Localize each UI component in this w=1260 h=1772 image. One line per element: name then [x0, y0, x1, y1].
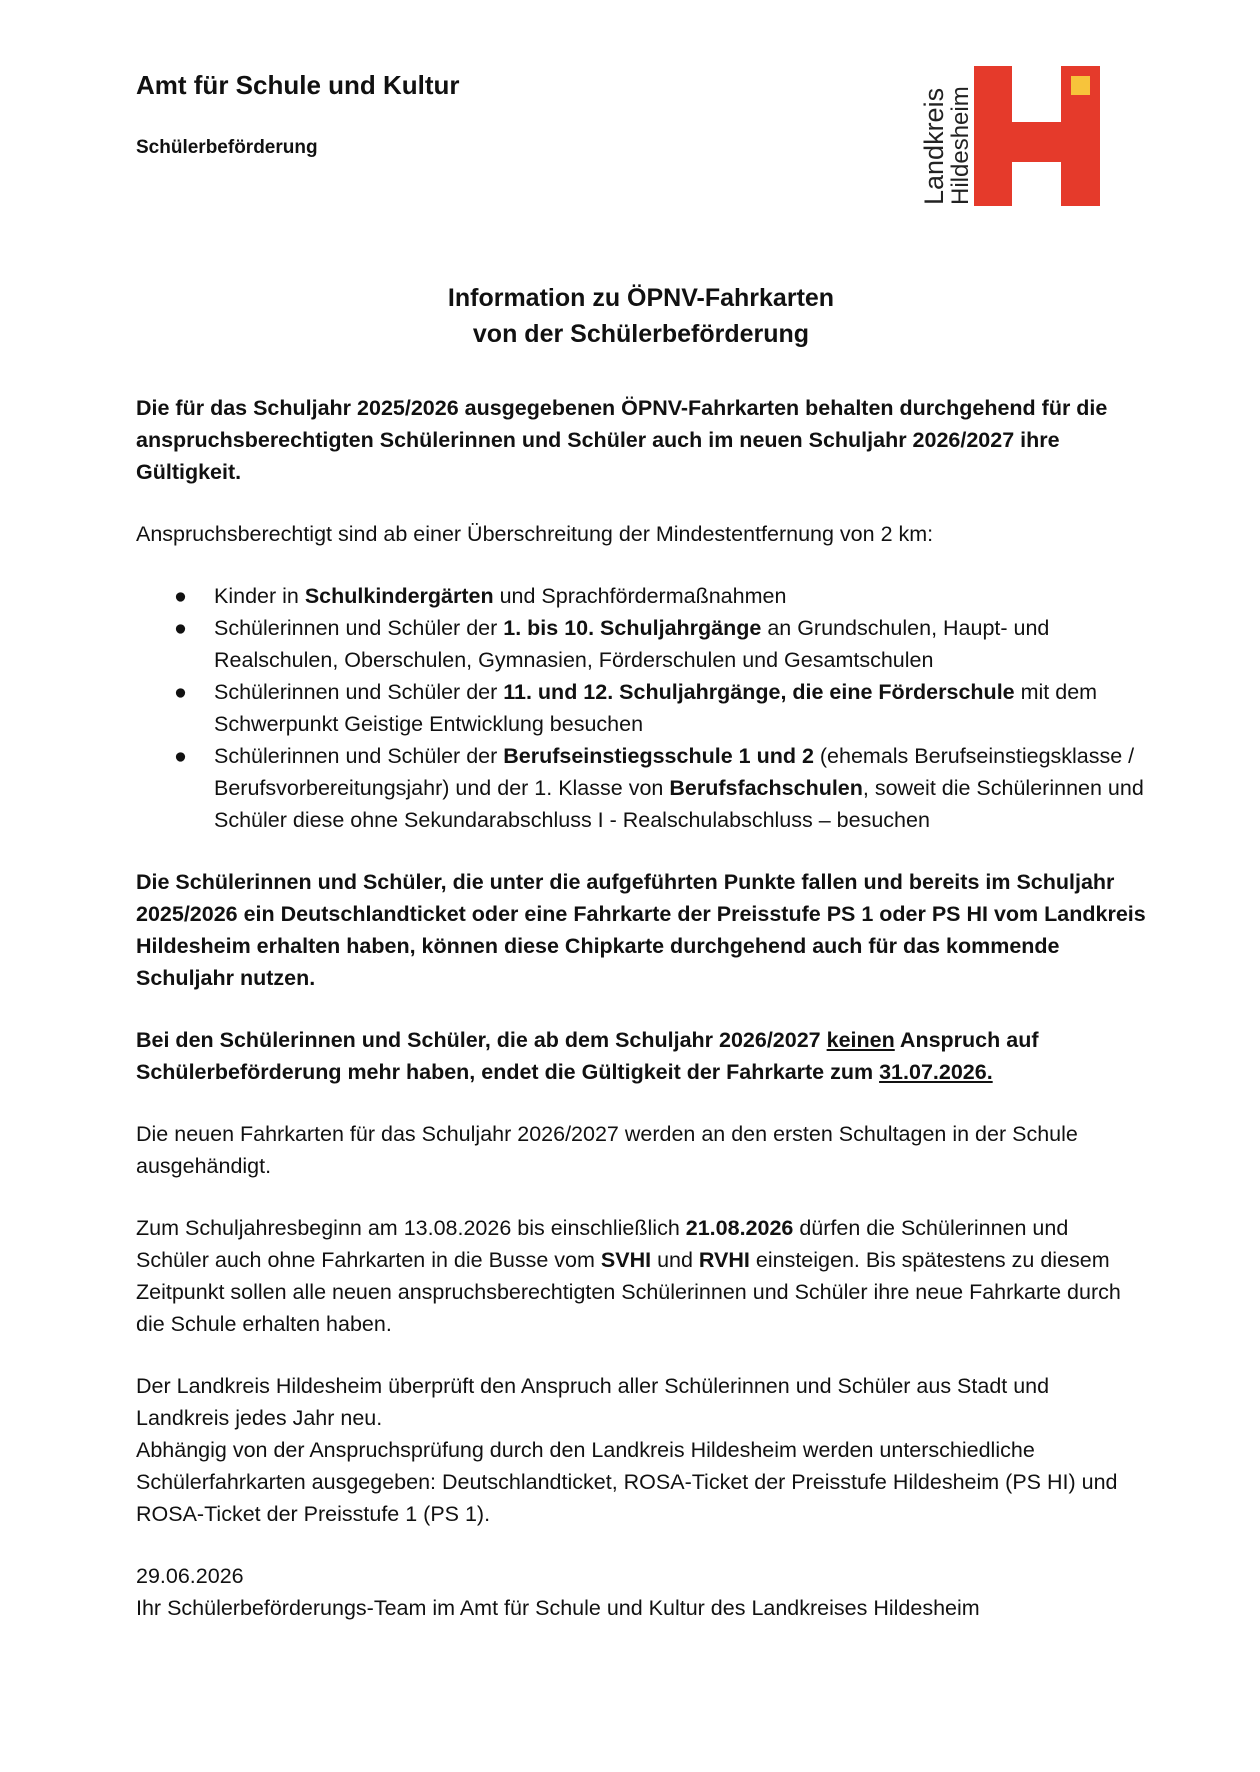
list-item: ● Schülerinnen und Schüler der 11. und 12. Schuljahrgänge, die eine Förderschule mit dem Schwerpunkt Geistige Entwicklung besuchen [136, 676, 1146, 740]
bullet-icon: ● [174, 680, 187, 704]
bullet-icon: ● [174, 744, 187, 768]
eligibility-list [136, 580, 1146, 836]
intro-paragraph: Die für das Schuljahr 2025/2026 ausgegebenen ÖPNV-Fahrkarten behalten durchgehend für die anspruchsberechtigten Schülerinnen und Schüler auch im neuen Schuljahr 2026/2027 ihre Gültigkeit. [136, 396, 1108, 484]
logo-h-mark [974, 66, 1100, 206]
new-tickets-paragraph: Die neuen Fahrkarten für das Schuljahr 2026/2027 werden an den ersten Schultagen in der Schule ausgehändigt. [136, 1122, 1078, 1178]
org-title: Amt für Schule und Kultur [136, 70, 460, 100]
bullet-icon: ● [174, 616, 187, 640]
title-line-1: Information zu ÖPNV-Fahrkarten [447, 284, 835, 312]
document-title [136, 280, 1146, 352]
list-item: ● Schülerinnen und Schüler der 1. bis 10. Schuljahrgänge an Grundschulen, Haupt- und Realschulen, Oberschulen, Gymnasien, Förderschulen und Gesamtschulen [136, 612, 1146, 676]
logo-text-landkreis: Landkreis [919, 87, 949, 205]
bullet-icon: ● [174, 584, 187, 608]
ticket-expiry-paragraph: Bei den Schülerinnen und Schüler, die ab dem Schuljahr 2026/2027 keinen Anspruch auf Schülerbeförderung mehr haben, endet die Gültigkeit der Fahrkarte zum 31.07.2026. [136, 1028, 1039, 1084]
list-item: ● Schülerinnen und Schüler der Berufseinstiegsschule 1 und 2 (ehemals Berufseinstiegsklasse / Berufsvorbereitungsjahr) und der 1. Klasse von Berufsfachschulen, soweit die Schülerinnen und Schüler diese ohne Sekundarabschluss I - Realschulabschluss – besuchen [136, 740, 1146, 836]
list-item: ● Kinder in Schulkindergärten und Sprachfördermaßnahmen [136, 580, 1146, 612]
entitlement-check-paragraph: Der Landkreis Hildesheim überprüft den Anspruch aller Schülerinnen und Schüler aus Stadt und Landkreis jedes Jahr neu. [136, 1374, 1050, 1430]
ticket-types-paragraph: Abhängig von der Anspruchsprüfung durch den Landkreis Hildesheim werden unterschiedliche Schülerfahrkarten ausgegeben: Deutschlandticket, ROSA-Ticket der Preisstufe Hildesheim (PS HI) und ROSA-Ticket der Preisstufe 1 (PS 1). [136, 1438, 1118, 1526]
school-start-paragraph: Zum Schuljahresbeginn am 13.08.2026 bis einschließlich 21.08.2026 dürfen die Schülerinnen und Schüler auch ohne Fahrkarten in die Busse vom SVHI und RVHI einsteigen. Bis spätestens zu diesem Zeitpunkt sollen alle neuen anspruchsberechtigten Schülerinnen und Schüler ihre neue Fahrkarte durch die Schule erhalten haben. [136, 1216, 1121, 1336]
landkreis-hildesheim-logo [910, 60, 1110, 210]
document-date: 29.06.2026 [136, 1564, 244, 1588]
logo-text-hildesheim: Hildesheim [947, 86, 974, 205]
department-name: Schülerbeförderung [136, 137, 318, 158]
title-line-2: von der Schülerbeförderung [472, 320, 810, 348]
signature-line: Ihr Schülerbeförderungs-Team im Amt für Schule und Kultur des Landkreises Hildesheim [136, 1596, 980, 1620]
existing-ticket-paragraph: Die Schülerinnen und Schüler, die unter die aufgeführten Punkte fallen und bereits im Schuljahr 2025/2026 ein Deutschlandticket oder eine Fahrkarte der Preisstufe PS 1 oder PS HI vom Landkreis Hildesheim erhalten haben, können diese Chipkarte durchgehend auch für das kommende Schuljahr nutzen. [136, 870, 1146, 990]
document-body [136, 280, 1146, 1624]
eligibility-intro: Anspruchsberechtigt sind ab einer Überschreitung der Mindestentfernung von 2 km: [136, 522, 934, 546]
letterhead [136, 70, 460, 159]
